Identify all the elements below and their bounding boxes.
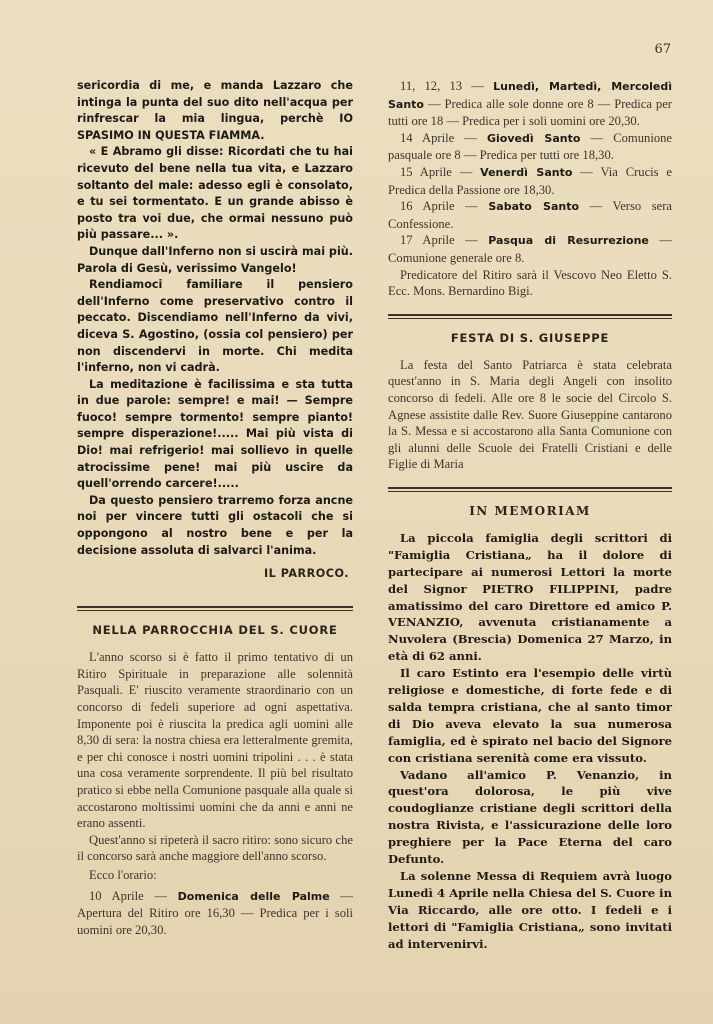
schedule-item [388, 130, 672, 164]
paragraph: Dunque dall'Inferno non si uscirà mai più. Parola di Gesù, verissimo Vangelo! [77, 244, 353, 275]
paragraph: Ecco l'orario: [89, 867, 157, 882]
schedule-day: Venerdì Santo [480, 165, 573, 179]
paragraph: sericordia di me, e manda Lazzaro che intinga la punta del suo dito nell'acqua per rinfrescar la mia lingua, perchè IO SPASIMO IN QUESTA FIAMMA. [77, 79, 353, 142]
paragraph: Rendiamoci familiare il pensiero dell'Inferno come preservativo contro il peccato. Discendiamo nell'Inferno da vivi, diceva S. Agostino, (ossia col pensiero) per non discendervi in morte. Chi medita l'inferno, non vi cadrà. [77, 278, 353, 375]
section-title: IN MEMORIAM [469, 503, 591, 518]
signature: IL PARROCO. [264, 567, 349, 581]
schedule-date: 10 Aprile — [89, 888, 167, 903]
paragraph: L'anno scorso si è fatto il primo tentativo di un Ritiro Spirituale in preparazione alle solennità Pasquali. E' riuscito veramente straordinario con un concorso di fedeli superiore ad ogni aspettativa. Imponente poi è riuscita la predica agli uomini alle 8,30 di sera: la nostra chiesa era letteralmente gremita, e per chi conosce i nostri uomini tripolini . . . è stata una cosa veramente sorprendente. Il più bel risultato pratico si ebbe nella Comunione pasquale alla quale si accostarono moltissimi uomini che da anni e anni ne erano assenti. [77, 650, 353, 831]
schedule-day: Domenica delle Palme [177, 889, 330, 903]
schedule-item [388, 164, 672, 198]
schedule-text: — Comunione generale ore 8. [388, 233, 673, 265]
schedule-text: — Verso sera Confessione. [388, 199, 673, 231]
section-divider [388, 487, 672, 492]
left-column [77, 78, 353, 938]
paragraph: Predicatore del Ritiro sarà il Vescovo Neo Eletto S. Ecc. Mons. Bernardino Bigi. [388, 267, 672, 299]
schedule-day: Giovedì Santo [487, 131, 581, 145]
paragraph: « E Abramo gli disse: Ricordati che tu hai ricevuto del bene nella tua vita, e Lazzaro soltanto del male: adesso egli è consolato, e tu sei tormentato. E un grande abisso è posto tra voi due, che ormai nessuno può più passare... ». [77, 145, 353, 242]
schedule-text: — Predica alle sole donne ore 8 — Predica per tutti ore 18 — Predica per i soli uomini ore 20,30. [388, 96, 672, 129]
schedule-day: Pasqua di Resurrezione [488, 234, 649, 248]
paragraph: Da questo pensiero trarremo forza ancne noi per vincere tutti gli ostacoli che si oppongono al nostro bene e per la decisione assoluta di salvarci l'anima. [77, 493, 353, 557]
paragraph: La piccola famiglia degli scrittori di "Famiglia Cristiana„ ha il dolore di partecipare ai numerosi Lettori la morte del Signor PIETRO FILIPPINI, padre amatissimo del caro Direttore ed amico P. VENANZIO, avvenuta cristianamente a Nuvolera (Brescia) Domenica 27 Marzo, in età di 62 anni. [388, 530, 672, 664]
paragraph: La meditazione è facilissima e sta tutta in due parole: sempre! e mai! — Sempre fuoco! sempre tormento! sempre pianto! sempre disperazione!..... Mai più vista di Dio! mai refrigerio! mai sollievo in quelle atrocissime pene! mai più uscire da quell'orrendo carcere!..... [77, 377, 353, 491]
section-divider [77, 606, 353, 611]
schedule-item [388, 198, 672, 232]
schedule-date: 17 Aprile — [400, 233, 478, 248]
right-column [388, 78, 672, 953]
paragraph: La festa del Santo Patriarca è stata celebrata quest'anno in S. Maria degli Angeli con insolito concorso di fedeli. Alle ore 8 le socie del Circolo S. Agnese assistite dalle Rev. Suore Giuseppine cantarono la S. Messa e si accostarono alla Santa Comunione con gli alunni delle Scuole dei Fratelli Cristiani e delle Figlie di Maria [388, 357, 672, 472]
paragraph: Vadano all'amico P. Venanzio, in quest'ora dolorosa, le più vive coudoglianze cristiane degli scrittori della nostra Rivista, e l'assicurazione delle loro preghiere per la Pace Eterna del caro Defunto. [388, 767, 672, 867]
schedule-text: — Apertura del Ritiro ore 16,30 — Predica per i soli uomini ore 20,30. [77, 888, 353, 937]
schedule-item [388, 78, 672, 130]
schedule-item [77, 888, 353, 939]
schedule-date: 14 Aprile — [400, 130, 477, 145]
paragraph: Quest'anno si ripeterà il sacro ritiro: sono sicuro che il concorso sarà anche maggiore dell'anno scorso. [77, 832, 353, 864]
schedule-text: — Via Crucis e Predica della Passione ore 18,30. [388, 164, 673, 197]
page-number: 67 [654, 42, 671, 57]
section-title: FESTA DI S. GIUSEPPE [450, 330, 610, 345]
schedule-day: Sabato Santo [488, 200, 580, 214]
schedule-date: 15 Aprile — [400, 164, 473, 179]
schedule-date: 11, 12, 13 — [400, 79, 484, 93]
paragraph: Il caro Estinto era l'esempio delle virtù religiose e domestiche, di forte fede e di salda tempra cristiana, che al santo timor di Dio aveva elevato la sua numerosa famiglia, ed è spirato nel bacio del Signore con cristiana serenità come era vissuto. [388, 666, 672, 765]
paragraph: La solenne Messa di Requiem avrà luogo Lunedì 4 Aprile nella Chiesa del S. Cuore in Via Riccardo, alle ore otto. I fedeli e i lettori di "Famiglia Cristiana„ sono invitati ad intervenirvi. [388, 869, 672, 951]
schedule-day: Lunedì, Martedì, Mercoledì Santo [388, 80, 672, 111]
schedule-item [388, 232, 672, 266]
section-title: NELLA PARROCCHIA DEL S. CUORE [92, 623, 338, 638]
schedule-text: — Comunione pasquale ore 8 — Predica per tutti ore 18,30. [388, 130, 672, 163]
schedule-date: 16 Aprile — [400, 199, 478, 214]
section-divider [388, 314, 672, 319]
